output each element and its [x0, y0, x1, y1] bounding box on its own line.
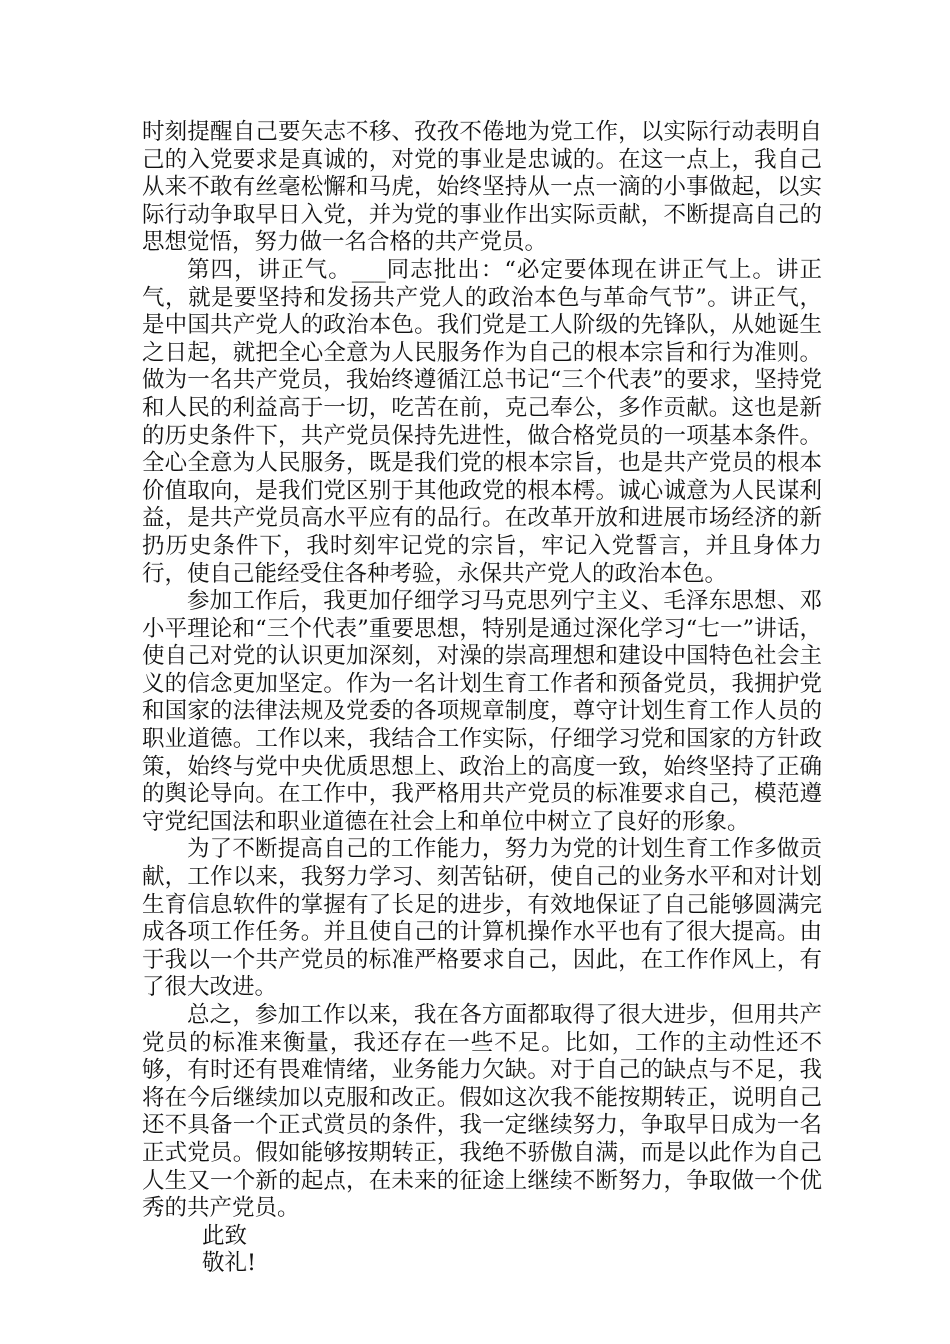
paragraph-summary: 总之，参加工作以来，我在各方面都取得了很大进步，但用共产党员的标准来衡量，我还存在一些不足。比如，工作的主动性还不够，有时还有畏难情绪，业务能力欠缺。对于自己的缺点与不足，我将在今后继续加以克服和改正。假如这次我不能按期转正，说明自己还不具备一个正式赏员的条件，我一定继续努力，争取早日成为一名正式党员。假如能够按期转正，我绝不骄傲自满，而是以此作为自己人生又一个新的起点，在未来的征途上继续不断努力，争取做一个优秀的共产党员。	[142, 1002, 822, 1222]
document-body	[142, 119, 822, 1278]
closing-regards: 敬礼!	[202, 1250, 257, 1277]
closing-salutation: 此致	[202, 1222, 248, 1249]
paragraph-work-ability: 为了不断提高自己的工作能力，努力为党的计划生育工作多做贡献，工作以来，我努力学习、刻苦钻研，使自己的业务水平和对计划生育信息软件的掌握有了长足的进步，有效地保证了自己能够圆满完成各项工作任务。并且使自己的计算机操作水平也有了很大提高。由于我以一个共产党员的标准严格要求自己，因此，在工作作风上，有了很大改进。	[142, 836, 822, 1001]
paragraph-study-theory: 参加工作后，我更加仔细学习马克思列宁主义、毛泽东思想、邓小平理论和“三个代表”重要思想，特别是通过深化学习“七一”讲话，使自己对党的认识更加深刻，对澡的崇高理想和建设中国特色社会主义的信念更加坚定。作为一名计划生育工作者和预备党员，我拥护党和国家的法律法规及党委的各项规章制度，尊守计划生育工作人员的职业道德。工作以来，我结合工作实际，仔细学习党和国家的方针政策，始终与党中央优质思想上、政治上的高度一致，始终坚持了正确的舆论导向。在工作中，我严格用共产党员的标准要求自己，模范遵守党纪国法和职业道德在社会上和单位中树立了良好的形象。	[142, 588, 822, 835]
paragraph-continuation: 时刻提醒自己要矢志不移、孜孜不倦地为党工作，以实际行动表明自己的入党要求是真诚的，对党的事业是忠诚的。在这一点上，我自己从来不敢有丝毫松懈和马虎，始终坚持从一点一滴的小事做起，以实际行动争取早日入党，并为党的事业作出实际贡献，不断提高自己的思想觉悟，努力做一名合格的共产党员。	[142, 119, 822, 256]
paragraph-uphold-integrity: 第四，讲正气。___同志批出：“必定要体现在讲正气上。讲正气，就是要坚持和发扬共产党人的政治本色与革命气节”。讲正气，是中国共产党人的政治本色。我们党是工人阶级的先锋队，从她诞生之日起，就把全心全意为人民服务作为自己的根本宗旨和行为准则。做为一名共产党员，我始终遵循江总书记“三个代表”的要求，坚持党和人民的利益高于一切，吃苦在前，克己奉公，多作贡献。这也是新的历史条件下，共产党员保持先进性，做合格党员的一项基本条件。全心全意为人民服务，既是我们党的根本宗旨，也是共产党员的根本价值取向，是我们党区别于其他政党的根本樗。诚心诚意为人民谋利益，是共产党员高水平应有的品行。在改革开放和进展市场经济的新扔历史条件下，我时刻牢记党的宗旨，牢记入党誓言，并且身体力行，使自己能经受住各种考验，永保共产党人的政治本色。	[142, 256, 822, 587]
